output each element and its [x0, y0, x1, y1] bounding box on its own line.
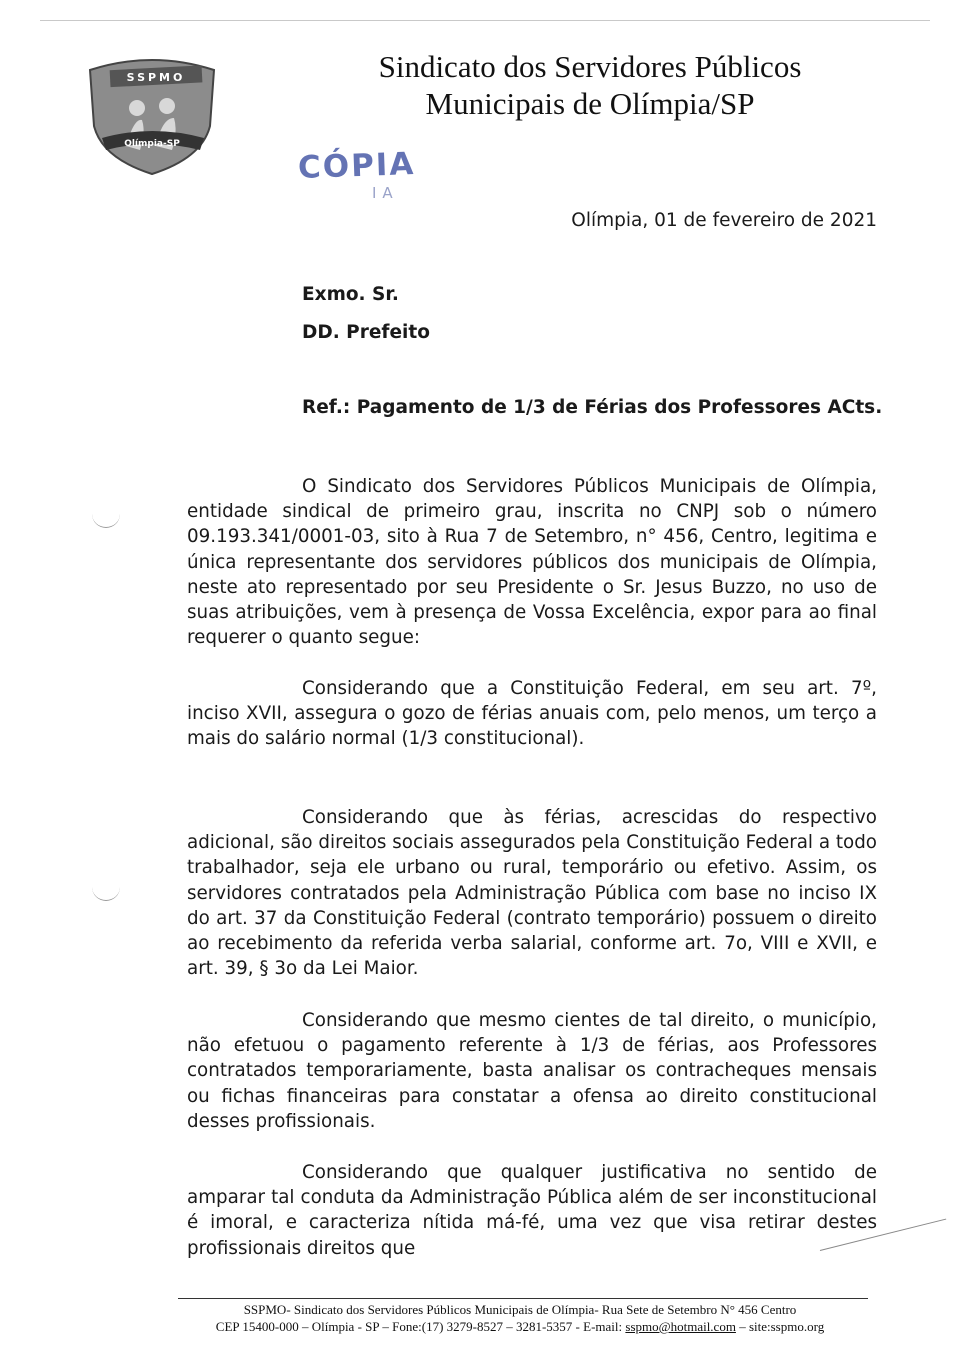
footer-line-1: SSPMO- Sindicato dos Servidores Públicos Municipais de Olímpia- Rua Sete de Setembro N° 456 Centro: [243, 1302, 797, 1317]
copy-stamp: CÓPIA: [297, 145, 416, 187]
paragraph-considering-2: Considerando que às férias, acrescidas do respectivo adicional, são direitos sociais assegurados pela Constituição Federal a todo trabalhador, seja ele urbano ou rural, temporário ou efetivo. Assim, os servidores contratados pela Administração Pública com base no inciso IX do art. 37 da Constituição Federal (contrato temporário) possuem o direito ao recebimento da referida verba salarial, conforme art. 7o, VIII e XVII, e art. 39, § 3o da Lei Maior.: [187, 807, 877, 980]
punch-hole-mark: [92, 513, 120, 528]
footer-email[interactable]: sspmo@hotmail.com: [625, 1319, 736, 1334]
letter-date: Olímpia, 01 de fevereiro de 2021: [571, 210, 877, 231]
recipient-line-2: DD. Prefeito: [302, 322, 430, 343]
org-line-2: Municipais de Olímpia/SP: [425, 86, 755, 121]
sspmo-logo: [82, 46, 222, 178]
paragraph-considering-1: Considerando que a Constituição Federal, em seu art. 7º, inciso XVII, assegura o gozo de férias anuais com, pelo menos, um terço a mais do salário normal (1/3 constitucional).: [187, 678, 877, 750]
footer-contact: CEP 15400-000 – Olímpia - SP – Fone:(17) 3279-8527 – 3281-5357 - E-mail:: [215, 1319, 626, 1334]
punch-hole-mark: [92, 886, 120, 901]
footer-site: – site:sspmo.org: [735, 1319, 825, 1334]
paragraph-intro: O Sindicato dos Servidores Públicos Municipais de Olímpia, entidade sindical de primeiro grau, inscrita no CNPJ sob o número 09.193.341/0001-03, sito à Rua 7 de Setembro, n° 456, Centro, legitima e única representante dos servidores públicos dos municipais de Olímpia, neste ato representado por seu Presidente o Sr. Jesus Buzzo, no uso de suas atribuições, vem à presença de Vossa Excelência, expor para ao final requerer o quanto segue:: [187, 476, 877, 649]
logo-city: Olímpia-SP: [124, 139, 180, 149]
reference-line: Ref.: Pagamento de 1/3 de Férias dos Professores ACts.: [302, 397, 883, 418]
footer-line-2: [170, 1318, 870, 1335]
top-scan-line: [40, 20, 930, 21]
org-line-1: Sindicato dos Servidores Públicos: [378, 49, 802, 84]
paragraph-considering-3: Considerando que mesmo cientes de tal direito, o município, não efetuou o pagamento referente à 1/3 de férias, aos Professores contratados temporariamente, basta analisar os contracheques mensais ou fichas financeiras para constatar a ofensa ao direito constitucional desses profissionais.: [187, 1010, 877, 1132]
recipient-line-1: Exmo. Sr.: [302, 284, 399, 305]
organization-name: [330, 48, 850, 122]
logo-acronym: SSPMO: [126, 71, 186, 84]
copy-stamp-sub: IA: [372, 184, 399, 202]
footer-divider: [178, 1298, 868, 1299]
footer: [170, 1301, 870, 1335]
paragraph-considering-4: Considerando que qualquer justificativa no sentido de amparar tal conduta da Administração Pública além de ser inconstitucional é imoral, e caracteriza nítida má-fé, uma vez que visa retirar destes profissionais direitos que: [187, 1162, 877, 1259]
